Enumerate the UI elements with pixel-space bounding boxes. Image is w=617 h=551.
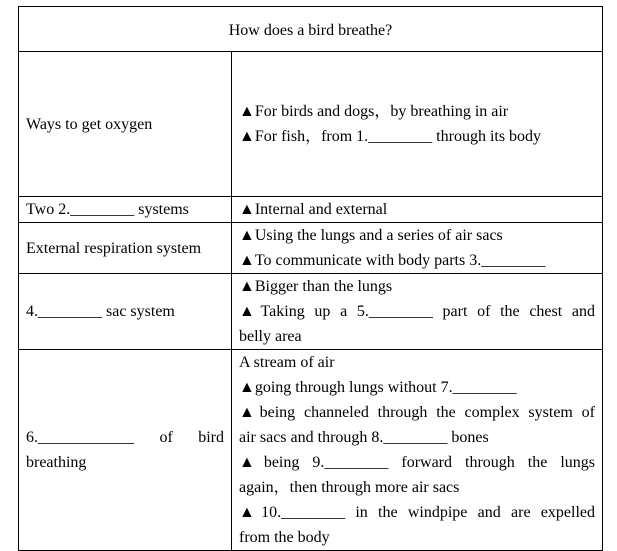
table-row-external-respiration	[19, 223, 603, 274]
row-heading-text: External respiration system	[26, 239, 202, 257]
table-title-row	[19, 7, 603, 52]
detail-line: ▲going through lungs without 7.________	[239, 379, 517, 396]
detail-line: ▲Internal and external	[239, 201, 388, 218]
detail-line: ▲being 9.________ forward through the lungs	[239, 454, 595, 471]
detail-line: ▲being channeled through the complex system of	[239, 404, 595, 421]
detail-line: again，then through more air sacs	[239, 479, 460, 496]
row-details	[232, 223, 603, 274]
bird-breathing-table	[18, 6, 603, 551]
row-details	[232, 52, 603, 197]
row-details	[232, 197, 603, 223]
row-heading-text: breathing	[26, 454, 87, 471]
row-heading	[19, 350, 232, 551]
detail-line: ▲For birds and dogs，by breathing in air	[239, 103, 509, 120]
table-title: How does a bird breathe?	[19, 7, 603, 52]
table-row-ways-to-get-oxygen	[19, 52, 603, 197]
detail-line: from the body	[239, 529, 330, 546]
row-heading	[19, 52, 232, 197]
detail-line: ▲For fish，from 1.________ through its body	[239, 128, 542, 145]
row-heading-text: Two 2.________ systems	[26, 201, 189, 218]
row-heading	[19, 223, 232, 274]
row-heading	[19, 197, 232, 223]
detail-line: air sacs and through 8.________ bones	[239, 429, 489, 446]
detail-line: ▲Bigger than the lungs	[239, 278, 393, 295]
row-heading-text: 6.____________ of bird	[26, 429, 224, 446]
row-details	[232, 274, 603, 350]
detail-line: A stream of air	[239, 354, 335, 371]
detail-line: ▲Taking up a 5.________ part of the chest and	[239, 303, 595, 320]
row-details	[232, 350, 603, 551]
table-row-bird-breathing	[19, 350, 603, 551]
detail-line: ▲Using the lungs and a series of air sacs	[239, 227, 503, 244]
detail-line: ▲To communicate with body parts 3.________	[239, 252, 546, 269]
table-row-two-systems	[19, 197, 603, 223]
worksheet	[18, 6, 603, 551]
row-heading-text: Ways to get oxygen	[26, 115, 153, 133]
row-heading-text: 4.________ sac system	[26, 303, 175, 320]
table-row-sac-system	[19, 274, 603, 350]
detail-line: belly area	[239, 328, 302, 345]
detail-line: ▲10.________ in the windpipe and are expelled	[239, 504, 595, 521]
row-heading	[19, 274, 232, 350]
